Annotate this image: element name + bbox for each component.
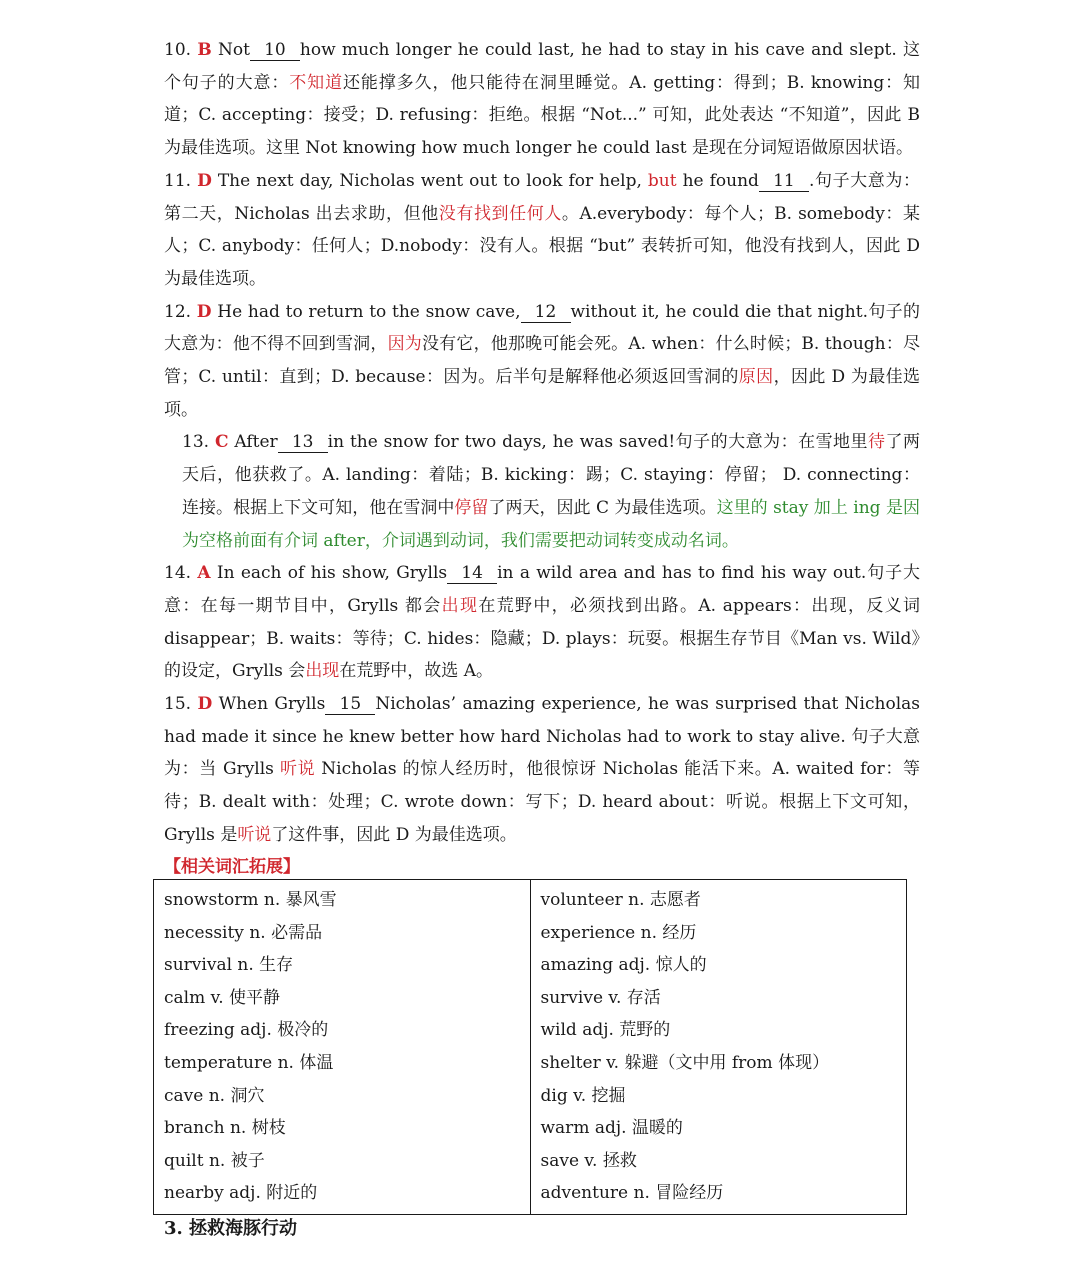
text: he found: [676, 170, 759, 191]
text: In each of his show, Grylls: [210, 563, 448, 584]
answer-letter: B: [197, 40, 212, 60]
text: Not: [211, 40, 250, 60]
text: Nicholas 的惊人经历时，他很惊讶 Nicholas 能活下来。A. waited for：等待；B. dealt with：处理；C. wrote down：写下；D. heard about：听说。根据上下文可知，Grylls 是: [164, 759, 921, 845]
question-number: 13.: [182, 432, 210, 453]
vocab-item: freezing adj. 极冷的: [164, 1020, 329, 1041]
vocab-section-title: 【相关词汇拓展】: [164, 857, 300, 877]
question-number: 10.: [164, 40, 192, 60]
highlight: 原因: [738, 367, 774, 388]
vocab-item: necessity n. 必需品: [164, 922, 323, 943]
highlight: 听说: [279, 759, 316, 780]
text: how much longer he could last, he had to stay in his cave and slept. 这个句子的大意：: [164, 40, 920, 93]
vocab-item: quilt n. 被子: [164, 1150, 265, 1171]
vocab-left-column: [154, 880, 531, 1215]
text: 在荒野中，故选 A。: [339, 661, 493, 682]
q14-paragraph: [164, 557, 920, 688]
text: 了这件事，因此 D 为最佳选项。: [271, 824, 517, 845]
text: When Grylls: [212, 694, 326, 715]
highlight: 不知道: [289, 72, 343, 93]
text: 在荒野中，必须找到出路。A. appears：出现，反义词 disappear；B. waits：等待；C. hides：隐藏；D. plays：玩耍。根据生存节目《Man vs. Wild》的设定，Grylls 会: [164, 595, 921, 682]
highlight: 出现: [305, 661, 340, 682]
vocab-item: shelter v. 躲避（文中用 from 体现）: [540, 1052, 830, 1073]
vocab-item: calm v. 使平静: [164, 987, 281, 1008]
text: 没有它，他那晚可能会死。A. when：什么时候；B. though：尽管；C. until：直到；D. because：因为。后半句是解释他必须返回雪洞的: [164, 334, 921, 388]
text: 了两天，因此 C 为最佳选项。: [488, 497, 717, 518]
text: Nicholas’ amazing experience, he was surprised that Nicholas had made it since he knew better how hard Nicholas had to work to stay alive. 句子大意为：当 Grylls: [164, 694, 920, 780]
question-number: 15.: [164, 694, 192, 715]
blank: 15: [325, 694, 375, 715]
vocab-item: branch n. 树枝: [164, 1118, 286, 1139]
q12-paragraph: [164, 296, 920, 427]
explanation-section: [164, 34, 920, 852]
answer-letter: D: [197, 170, 212, 191]
vocab-item: survive v. 存活: [540, 987, 661, 1008]
answer-letter: D: [197, 694, 213, 715]
vocab-item: volunteer n. 志愿者: [540, 890, 701, 910]
text: ，因此 D 为最佳选项。: [164, 367, 921, 420]
vocab-item: dig v. 挖掘: [540, 1085, 626, 1106]
grammar-note: 这里的 stay 加上 ing 是因为空格前面有介词 after，介词遇到动词，我们需要把动词转变成动名词。: [182, 497, 920, 551]
highlight: 因为: [387, 334, 422, 355]
highlight: 没有找到任何人: [438, 203, 562, 224]
vocab-item: wild adj. 荒野的: [540, 1020, 671, 1041]
question-number: 14.: [164, 563, 192, 584]
blank: 12: [521, 302, 571, 323]
text: .句子大意为：第二天，Nicholas 出去求助，但他: [164, 170, 921, 224]
q11-paragraph: [164, 165, 920, 296]
answer-letter: A: [197, 563, 211, 584]
text: 了两天后，他获救了。A. landing：着陆；B. kicking：踢；C. staying：停留； D. connecting：连接。根据上下文可知，他在雪洞中: [182, 432, 921, 518]
answer-letter: D: [196, 301, 212, 322]
answer-letter: C: [214, 432, 229, 453]
highlight: 停留: [454, 497, 489, 518]
question-number: 11.: [164, 170, 192, 191]
vocab-item: nearby adj. 附近的: [164, 1183, 318, 1204]
blank: 14: [447, 563, 497, 584]
vocab-item: temperature n. 体温: [164, 1052, 334, 1073]
text: 还能撑多久，他只能待在洞里睡觉。A. getting：得到；B. knowing：知道；C. accepting：接受；D. refusing：拒绝。根据 “Not...” 可知，此处表达 “不知道”，因此 B 为最佳选项。这里 Not knowing how much longer he could last 是现在分词短语做原因状语。: [164, 72, 921, 159]
vocab-item: save v. 拯救: [540, 1150, 637, 1171]
highlight: but: [647, 170, 677, 191]
vocab-right-column: [530, 880, 907, 1215]
next-section-title: 3. 拯救海豚行动: [164, 1218, 298, 1239]
highlight: 听说: [237, 824, 272, 845]
text: 。A.everybody：每个人；B. somebody：某人；C. anybody：任何人；D.nobody：没有人。根据 “but” 表转折可知，他没有找到人，因此 D 为最佳选项。: [164, 203, 920, 289]
blank: 13: [278, 432, 328, 453]
q15-paragraph: [164, 688, 920, 852]
blank: 11: [759, 171, 809, 192]
text: in a wild area and has to find his way out.句子大意：在每一期节目中，Grylls 都会: [164, 563, 920, 616]
q13-paragraph: [164, 426, 920, 557]
vocab-item: survival n. 生存: [164, 955, 294, 976]
text: He had to return to the snow cave,: [211, 301, 521, 322]
text: After: [228, 432, 278, 453]
highlight: 待: [868, 432, 886, 453]
q10-paragraph: [164, 34, 920, 165]
text: in the snow for two days, he was saved!句子的大意为：在雪地里: [327, 432, 869, 453]
text: The next day, Nicholas went out to look for help,: [211, 170, 648, 191]
vocab-item: cave n. 洞穴: [164, 1085, 265, 1106]
highlight: 出现: [441, 595, 479, 616]
vocab-item: experience n. 经历: [540, 922, 697, 943]
vocab-item: warm adj. 温暖的: [540, 1118, 683, 1139]
vocab-item: amazing adj. 惊人的: [540, 955, 707, 976]
blank: 10: [250, 40, 300, 61]
question-number: 12.: [164, 301, 192, 322]
vocab-item: adventure n. 冒险经历: [540, 1183, 724, 1204]
vocab-table: [153, 879, 907, 1215]
text: without it, he could die that night.句子的大意为：他不得不回到雪洞，: [164, 301, 920, 355]
vocab-item: snowstorm n. 暴风雪: [164, 890, 337, 910]
